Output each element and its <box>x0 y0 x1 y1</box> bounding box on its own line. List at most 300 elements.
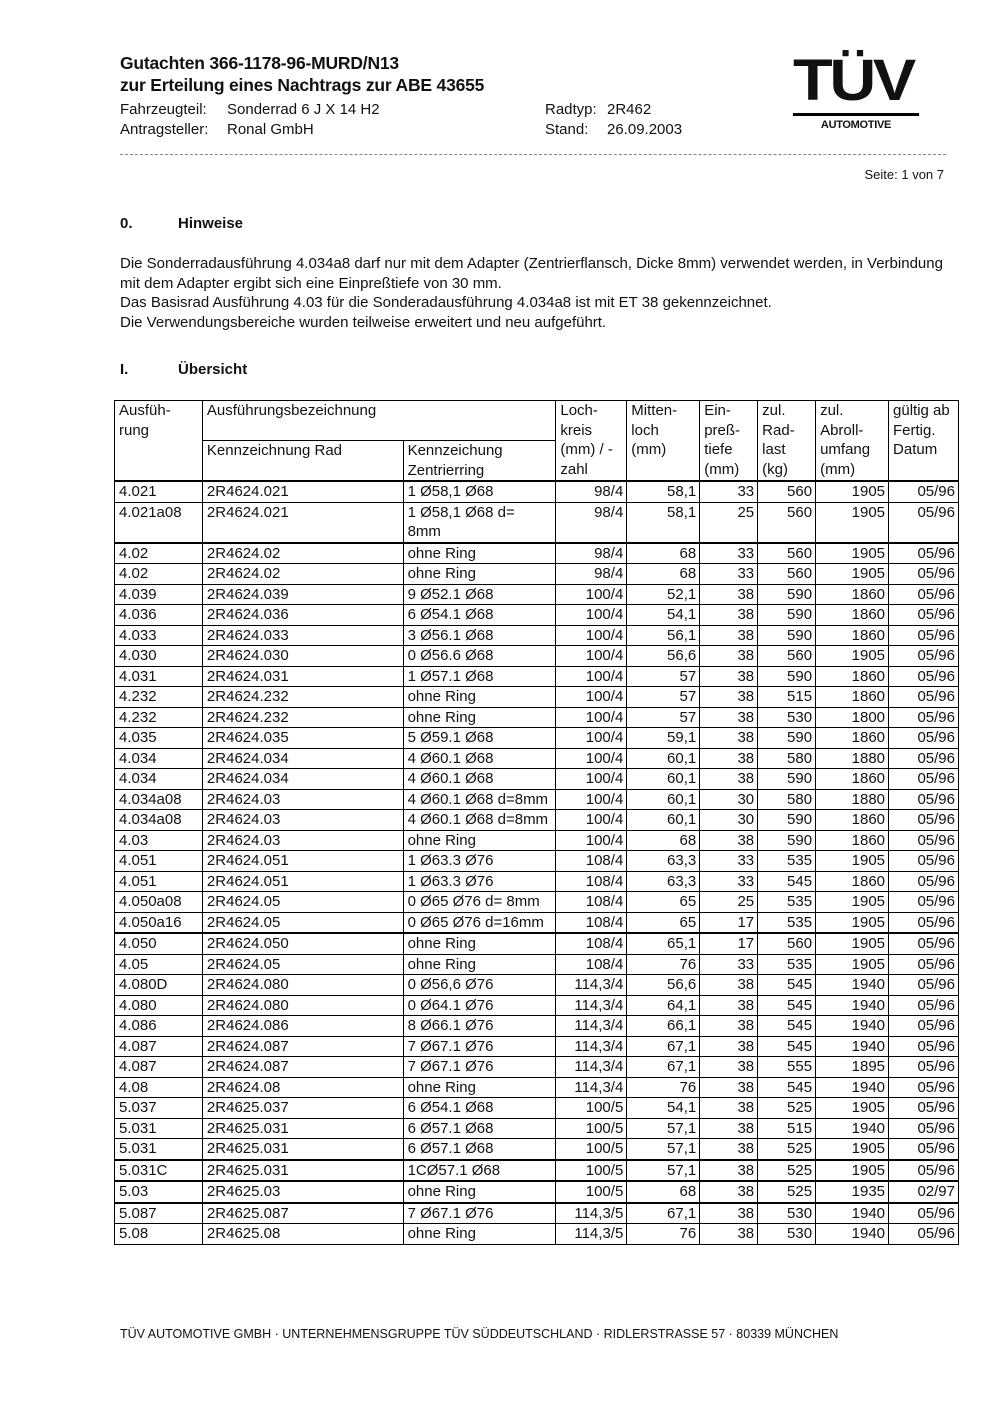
cell-lochkreis: 100/4 <box>556 625 627 646</box>
cell-ausfuehrung: 5.08 <box>115 1224 203 1245</box>
cell-ausfuehrung: 5.031 <box>115 1139 203 1160</box>
overview-table <box>114 400 959 1245</box>
cell-kennzeichnung-rad: 2R4624.08 <box>202 1077 403 1098</box>
cell-radlast: 560 <box>758 481 816 502</box>
cell-gueltig: 05/96 <box>889 954 959 975</box>
cell-kennzeichnung-ring: ohne Ring <box>403 1181 556 1203</box>
cell-kennzeichnung-ring: 1 Ø63.3 Ø76 <box>403 871 556 892</box>
cell-ausfuehrung: 5.031 <box>115 1118 203 1139</box>
cell-einpresstiefe: 38 <box>700 584 758 605</box>
cell-abrollumfang: 1860 <box>816 871 889 892</box>
cell-kennzeichnung-ring: 6 Ø54.1 Ø68 <box>403 605 556 626</box>
cell-radlast: 560 <box>758 543 816 564</box>
cell-lochkreis: 108/4 <box>556 954 627 975</box>
cell-radlast: 530 <box>758 1203 816 1224</box>
table-row <box>115 954 959 975</box>
cell-kennzeichnung-ring: 1CØ57.1 Ø68 <box>403 1160 556 1182</box>
cell-gueltig: 05/96 <box>889 995 959 1016</box>
cell-abrollumfang: 1905 <box>816 954 889 975</box>
page-footer: TÜV AUTOMOTIVE GMBH · UNTERNEHMENSGRUPPE TÜV SÜDDEUTSCHLAND · RIDLERSTRASSE 57 · 80339 MÜNCHEN <box>120 1327 839 1341</box>
cell-mittenloch: 56,1 <box>627 625 700 646</box>
cell-kennzeichnung-rad: 2R4625.031 <box>202 1118 403 1139</box>
cell-einpresstiefe: 38 <box>700 728 758 749</box>
cell-ausfuehrung: 5.087 <box>115 1203 203 1224</box>
cell-lochkreis: 108/4 <box>556 892 627 913</box>
cell-einpresstiefe: 30 <box>700 810 758 831</box>
cell-kennzeichnung-rad: 2R4624.080 <box>202 975 403 996</box>
table-row <box>115 975 959 996</box>
cell-einpresstiefe: 33 <box>700 871 758 892</box>
cell-kennzeichnung-rad: 2R4624.087 <box>202 1057 403 1078</box>
cell-kennzeichnung-ring: ohne Ring <box>403 954 556 975</box>
cell-mittenloch: 63,3 <box>627 851 700 872</box>
cell-lochkreis: 108/4 <box>556 851 627 872</box>
table-row <box>115 1224 959 1245</box>
table-row <box>115 912 959 933</box>
cell-kennzeichnung-rad: 2R4624.030 <box>202 646 403 667</box>
cell-gueltig: 05/96 <box>889 646 959 667</box>
cell-radlast: 545 <box>758 995 816 1016</box>
cell-kennzeichnung-rad: 2R4624.232 <box>202 707 403 728</box>
cell-kennzeichnung-rad: 2R4624.035 <box>202 728 403 749</box>
cell-einpresstiefe: 38 <box>700 830 758 851</box>
cell-abrollumfang: 1860 <box>816 830 889 851</box>
cell-einpresstiefe: 33 <box>700 954 758 975</box>
table-row <box>115 995 959 1016</box>
cell-lochkreis: 98/4 <box>556 502 627 543</box>
cell-abrollumfang: 1860 <box>816 666 889 687</box>
cell-lochkreis: 100/4 <box>556 707 627 728</box>
cell-einpresstiefe: 38 <box>700 1036 758 1057</box>
cell-ausfuehrung: 4.039 <box>115 584 203 605</box>
cell-kennzeichnung-rad: 2R4625.031 <box>202 1160 403 1182</box>
cell-gueltig: 05/96 <box>889 933 959 954</box>
cell-kennzeichnung-rad: 2R4624.03 <box>202 830 403 851</box>
table-row <box>115 1036 959 1057</box>
cell-kennzeichnung-ring: ohne Ring <box>403 687 556 708</box>
cell-kennzeichnung-rad: 2R4624.086 <box>202 1016 403 1037</box>
cell-ausfuehrung: 4.232 <box>115 687 203 708</box>
cell-gueltig: 05/96 <box>889 584 959 605</box>
cell-radlast: 555 <box>758 1057 816 1078</box>
cell-kennzeichnung-rad: 2R4624.021 <box>202 502 403 543</box>
cell-gueltig: 05/96 <box>889 1077 959 1098</box>
cell-abrollumfang: 1860 <box>816 769 889 790</box>
header-kennzeichnung-ring: Kennzeichung Zentrierring <box>403 441 556 482</box>
cell-lochkreis: 100/4 <box>556 605 627 626</box>
cell-abrollumfang: 1860 <box>816 584 889 605</box>
cell-mittenloch: 56,6 <box>627 975 700 996</box>
cell-lochkreis: 108/4 <box>556 912 627 933</box>
antragsteller-value: Ronal GmbH <box>227 121 314 138</box>
cell-einpresstiefe: 38 <box>700 1181 758 1203</box>
cell-lochkreis: 100/4 <box>556 810 627 831</box>
table-row <box>115 1077 959 1098</box>
cell-gueltig: 05/96 <box>889 687 959 708</box>
cell-kennzeichnung-ring: 7 Ø67.1 Ø76 <box>403 1036 556 1057</box>
radtyp-label: Radtyp: <box>545 101 597 118</box>
cell-abrollumfang: 1940 <box>816 1077 889 1098</box>
cell-gueltig: 05/96 <box>889 912 959 933</box>
cell-ausfuehrung: 4.035 <box>115 728 203 749</box>
cell-mittenloch: 57 <box>627 707 700 728</box>
cell-radlast: 560 <box>758 646 816 667</box>
table-row <box>115 543 959 564</box>
cell-kennzeichnung-ring: 4 Ø60.1 Ø68 <box>403 769 556 790</box>
cell-gueltig: 05/96 <box>889 1160 959 1182</box>
cell-ausfuehrung: 4.034 <box>115 748 203 769</box>
cell-kennzeichnung-ring: ohne Ring <box>403 1224 556 1245</box>
cell-lochkreis: 100/4 <box>556 748 627 769</box>
cell-radlast: 525 <box>758 1139 816 1160</box>
cell-radlast: 535 <box>758 892 816 913</box>
cell-abrollumfang: 1905 <box>816 481 889 502</box>
cell-radlast: 530 <box>758 707 816 728</box>
cell-abrollumfang: 1905 <box>816 502 889 543</box>
cell-kennzeichnung-ring: 6 Ø57.1 Ø68 <box>403 1139 556 1160</box>
cell-radlast: 535 <box>758 954 816 975</box>
cell-kennzeichnung-rad: 2R4624.034 <box>202 769 403 790</box>
cell-einpresstiefe: 38 <box>700 1160 758 1182</box>
header-ausfuehrung: Ausfüh- rung <box>115 401 203 482</box>
cell-abrollumfang: 1880 <box>816 789 889 810</box>
cell-ausfuehrung: 4.051 <box>115 851 203 872</box>
header-abrollumfang: zul. Abroll- umfang (mm) <box>816 401 889 482</box>
cell-mittenloch: 58,1 <box>627 481 700 502</box>
cell-gueltig: 05/96 <box>889 1139 959 1160</box>
cell-mittenloch: 58,1 <box>627 502 700 543</box>
cell-lochkreis: 114,3/5 <box>556 1203 627 1224</box>
cell-kennzeichnung-rad: 2R4624.02 <box>202 543 403 564</box>
cell-ausfuehrung: 4.232 <box>115 707 203 728</box>
cell-kennzeichnung-ring: 6 Ø57.1 Ø68 <box>403 1118 556 1139</box>
cell-radlast: 560 <box>758 564 816 585</box>
cell-gueltig: 05/96 <box>889 748 959 769</box>
cell-kennzeichnung-ring: 0 Ø64.1 Ø76 <box>403 995 556 1016</box>
cell-einpresstiefe: 33 <box>700 851 758 872</box>
table-row <box>115 789 959 810</box>
cell-einpresstiefe: 38 <box>700 1118 758 1139</box>
cell-abrollumfang: 1895 <box>816 1057 889 1078</box>
cell-kennzeichnung-rad: 2R4625.037 <box>202 1098 403 1119</box>
cell-kennzeichnung-ring: ohne Ring <box>403 564 556 585</box>
cell-ausfuehrung: 4.02 <box>115 543 203 564</box>
header-bezeichnung: Ausführungsbezeichnung <box>202 401 555 441</box>
tuv-automotive-logo <box>793 48 921 135</box>
cell-lochkreis: 114,3/4 <box>556 975 627 996</box>
cell-einpresstiefe: 38 <box>700 769 758 790</box>
cell-radlast: 560 <box>758 933 816 954</box>
cell-gueltig: 05/96 <box>889 625 959 646</box>
table-row <box>115 564 959 585</box>
table-row <box>115 625 959 646</box>
cell-abrollumfang: 1940 <box>816 1203 889 1224</box>
cell-einpresstiefe: 30 <box>700 789 758 810</box>
cell-radlast: 580 <box>758 748 816 769</box>
cell-mittenloch: 52,1 <box>627 584 700 605</box>
page-number: Seite: 1 von 7 <box>864 167 944 182</box>
table-body <box>115 481 959 1244</box>
cell-gueltig: 05/96 <box>889 666 959 687</box>
cell-gueltig: 05/96 <box>889 1203 959 1224</box>
cell-einpresstiefe: 17 <box>700 912 758 933</box>
table-row <box>115 584 959 605</box>
cell-lochkreis: 100/4 <box>556 789 627 810</box>
table-row <box>115 769 959 790</box>
cell-abrollumfang: 1940 <box>816 995 889 1016</box>
cell-gueltig: 05/96 <box>889 851 959 872</box>
table-row <box>115 933 959 954</box>
table-row <box>115 1016 959 1037</box>
cell-einpresstiefe: 25 <box>700 502 758 543</box>
section-hinweise-heading <box>120 215 243 232</box>
cell-mittenloch: 63,3 <box>627 871 700 892</box>
cell-gueltig: 05/96 <box>889 789 959 810</box>
cell-radlast: 580 <box>758 789 816 810</box>
cell-ausfuehrung: 4.021a08 <box>115 502 203 543</box>
cell-mittenloch: 76 <box>627 954 700 975</box>
cell-kennzeichnung-ring: 3 Ø56.1 Ø68 <box>403 625 556 646</box>
cell-gueltig: 05/96 <box>889 892 959 913</box>
hinweis-line: Das Basisrad Ausführung 4.03 für die Sonderadausführung 4.034a8 ist mit ET 38 gekennzeichnet. <box>120 294 772 311</box>
table-row <box>115 830 959 851</box>
cell-ausfuehrung: 4.050 <box>115 933 203 954</box>
table-row <box>115 1139 959 1160</box>
cell-abrollumfang: 1860 <box>816 625 889 646</box>
cell-radlast: 525 <box>758 1098 816 1119</box>
cell-mittenloch: 68 <box>627 543 700 564</box>
title-line-1: Gutachten 366-1178-96-MURD/N13 <box>120 53 399 73</box>
table-row <box>115 1181 959 1203</box>
cell-lochkreis: 108/4 <box>556 933 627 954</box>
cell-lochkreis: 100/4 <box>556 728 627 749</box>
cell-kennzeichnung-ring: 4 Ø60.1 Ø68 <box>403 748 556 769</box>
cell-mittenloch: 57 <box>627 666 700 687</box>
cell-lochkreis: 114,3/4 <box>556 1016 627 1037</box>
cell-gueltig: 05/96 <box>889 871 959 892</box>
table-row <box>115 687 959 708</box>
table-row <box>115 481 959 502</box>
cell-mittenloch: 59,1 <box>627 728 700 749</box>
cell-mittenloch: 60,1 <box>627 789 700 810</box>
cell-ausfuehrung: 4.05 <box>115 954 203 975</box>
cell-einpresstiefe: 38 <box>700 995 758 1016</box>
cell-kennzeichnung-rad: 2R4625.08 <box>202 1224 403 1245</box>
cell-gueltig: 05/96 <box>889 810 959 831</box>
cell-gueltig: 05/96 <box>889 1224 959 1245</box>
cell-lochkreis: 100/5 <box>556 1181 627 1203</box>
cell-ausfuehrung: 4.034 <box>115 769 203 790</box>
cell-gueltig: 05/96 <box>889 502 959 543</box>
cell-abrollumfang: 1860 <box>816 810 889 831</box>
cell-abrollumfang: 1940 <box>816 1224 889 1245</box>
cell-ausfuehrung: 4.034a08 <box>115 789 203 810</box>
logo-sub-text: AUTOMOTIVE <box>820 119 892 131</box>
section-uebersicht-heading <box>120 361 247 378</box>
cell-kennzeichnung-rad: 2R4624.051 <box>202 871 403 892</box>
cell-einpresstiefe: 38 <box>700 1077 758 1098</box>
cell-gueltig: 05/96 <box>889 1057 959 1078</box>
cell-mittenloch: 68 <box>627 830 700 851</box>
cell-einpresstiefe: 38 <box>700 687 758 708</box>
cell-kennzeichnung-ring: 1 Ø58,1 Ø68 <box>403 481 556 502</box>
cell-radlast: 530 <box>758 1224 816 1245</box>
section-title: Hinweise <box>178 215 244 232</box>
cell-lochkreis: 114,3/5 <box>556 1224 627 1245</box>
cell-einpresstiefe: 33 <box>700 564 758 585</box>
cell-mittenloch: 60,1 <box>627 769 700 790</box>
cell-kennzeichnung-ring: 0 Ø65 Ø76 d=16mm <box>403 912 556 933</box>
cell-einpresstiefe: 38 <box>700 605 758 626</box>
header-radlast: zul. Rad- last (kg) <box>758 401 816 482</box>
cell-lochkreis: 114,3/4 <box>556 995 627 1016</box>
cell-einpresstiefe: 33 <box>700 481 758 502</box>
cell-abrollumfang: 1905 <box>816 1098 889 1119</box>
cell-radlast: 515 <box>758 687 816 708</box>
cell-lochkreis: 100/5 <box>556 1098 627 1119</box>
cell-kennzeichnung-rad: 2R4625.087 <box>202 1203 403 1224</box>
cell-radlast: 535 <box>758 912 816 933</box>
cell-ausfuehrung: 4.031 <box>115 666 203 687</box>
table-row <box>115 1098 959 1119</box>
cell-abrollumfang: 1935 <box>816 1181 889 1203</box>
cell-kennzeichnung-ring: 1 Ø63.3 Ø76 <box>403 851 556 872</box>
cell-kennzeichnung-ring: 0 Ø65 Ø76 d= 8mm <box>403 892 556 913</box>
cell-radlast: 535 <box>758 851 816 872</box>
cell-gueltig: 05/96 <box>889 564 959 585</box>
cell-einpresstiefe: 38 <box>700 975 758 996</box>
cell-kennzeichnung-rad: 2R4624.05 <box>202 892 403 913</box>
cell-kennzeichnung-ring: 6 Ø54.1 Ø68 <box>403 1098 556 1119</box>
cell-radlast: 590 <box>758 584 816 605</box>
cell-gueltig: 05/96 <box>889 1016 959 1037</box>
cell-mittenloch: 66,1 <box>627 1016 700 1037</box>
cell-radlast: 590 <box>758 625 816 646</box>
cell-mittenloch: 57,1 <box>627 1160 700 1182</box>
cell-kennzeichnung-rad: 2R4624.03 <box>202 810 403 831</box>
table-row <box>115 707 959 728</box>
cell-kennzeichnung-rad: 2R4624.232 <box>202 687 403 708</box>
cell-mittenloch: 57,1 <box>627 1139 700 1160</box>
cell-ausfuehrung: 4.080 <box>115 995 203 1016</box>
cell-mittenloch: 76 <box>627 1077 700 1098</box>
table-row <box>115 666 959 687</box>
cell-einpresstiefe: 38 <box>700 1016 758 1037</box>
cell-lochkreis: 98/4 <box>556 481 627 502</box>
cell-kennzeichnung-ring: ohne Ring <box>403 830 556 851</box>
cell-radlast: 590 <box>758 769 816 790</box>
cell-gueltig: 05/96 <box>889 707 959 728</box>
cell-kennzeichnung-ring: 1 Ø57.1 Ø68 <box>403 666 556 687</box>
cell-abrollumfang: 1940 <box>816 1036 889 1057</box>
cell-mittenloch: 60,1 <box>627 748 700 769</box>
cell-einpresstiefe: 38 <box>700 646 758 667</box>
cell-lochkreis: 114,3/4 <box>556 1036 627 1057</box>
cell-radlast: 590 <box>758 830 816 851</box>
cell-einpresstiefe: 38 <box>700 1203 758 1224</box>
cell-gueltig: 05/96 <box>889 1098 959 1119</box>
table-row <box>115 810 959 831</box>
cell-radlast: 590 <box>758 666 816 687</box>
table-row <box>115 851 959 872</box>
header-divider <box>120 154 946 155</box>
cell-radlast: 545 <box>758 871 816 892</box>
cell-kennzeichnung-rad: 2R4624.05 <box>202 954 403 975</box>
header-mittenloch: Mitten- loch (mm) <box>627 401 700 482</box>
table-row <box>115 728 959 749</box>
cell-lochkreis: 98/4 <box>556 564 627 585</box>
cell-radlast: 560 <box>758 502 816 543</box>
cell-abrollumfang: 1860 <box>816 605 889 626</box>
cell-lochkreis: 100/4 <box>556 646 627 667</box>
cell-gueltig: 02/97 <box>889 1181 959 1203</box>
cell-mittenloch: 76 <box>627 1224 700 1245</box>
cell-ausfuehrung: 4.034a08 <box>115 810 203 831</box>
cell-mittenloch: 60,1 <box>627 810 700 831</box>
cell-abrollumfang: 1905 <box>816 912 889 933</box>
cell-kennzeichnung-ring: ohne Ring <box>403 707 556 728</box>
cell-abrollumfang: 1940 <box>816 1118 889 1139</box>
cell-abrollumfang: 1905 <box>816 646 889 667</box>
cell-gueltig: 05/96 <box>889 769 959 790</box>
cell-mittenloch: 68 <box>627 1181 700 1203</box>
cell-ausfuehrung: 4.02 <box>115 564 203 585</box>
cell-ausfuehrung: 4.021 <box>115 481 203 502</box>
cell-kennzeichnung-rad: 2R4624.087 <box>202 1036 403 1057</box>
cell-ausfuehrung: 4.050a08 <box>115 892 203 913</box>
logo-main-text: TÜV <box>793 48 913 113</box>
cell-kennzeichnung-rad: 2R4624.033 <box>202 625 403 646</box>
logo-bar <box>793 113 919 116</box>
cell-radlast: 545 <box>758 1077 816 1098</box>
table-row <box>115 892 959 913</box>
cell-kennzeichnung-rad: 2R4625.031 <box>202 1139 403 1160</box>
cell-ausfuehrung: 4.030 <box>115 646 203 667</box>
cell-lochkreis: 114,3/4 <box>556 1057 627 1078</box>
header-einpresstiefe: Ein- preß- tiefe (mm) <box>700 401 758 482</box>
fahrzeugteil-label: Fahrzeugteil: <box>120 101 207 118</box>
stand-value: 26.09.2003 <box>607 121 683 138</box>
antragsteller-label: Antragsteller: <box>120 121 209 138</box>
cell-einpresstiefe: 38 <box>700 1139 758 1160</box>
cell-einpresstiefe: 33 <box>700 543 758 564</box>
cell-lochkreis: 100/4 <box>556 666 627 687</box>
cell-gueltig: 05/96 <box>889 543 959 564</box>
table-row <box>115 1203 959 1224</box>
cell-mittenloch: 54,1 <box>627 1098 700 1119</box>
table-row <box>115 1057 959 1078</box>
cell-lochkreis: 100/4 <box>556 584 627 605</box>
cell-lochkreis: 108/4 <box>556 871 627 892</box>
cell-kennzeichnung-ring: 5 Ø59.1 Ø68 <box>403 728 556 749</box>
cell-radlast: 515 <box>758 1118 816 1139</box>
cell-ausfuehrung: 4.051 <box>115 871 203 892</box>
cell-abrollumfang: 1905 <box>816 1139 889 1160</box>
cell-kennzeichnung-ring: 8 Ø66.1 Ø76 <box>403 1016 556 1037</box>
cell-kennzeichnung-rad: 2R4624.080 <box>202 995 403 1016</box>
cell-ausfuehrung: 4.087 <box>115 1057 203 1078</box>
cell-kennzeichnung-ring: 0 Ø56,6 Ø76 <box>403 975 556 996</box>
cell-radlast: 545 <box>758 975 816 996</box>
cell-ausfuehrung: 5.031C <box>115 1160 203 1182</box>
cell-mittenloch: 54,1 <box>627 605 700 626</box>
cell-gueltig: 05/96 <box>889 605 959 626</box>
table-row <box>115 1118 959 1139</box>
cell-kennzeichnung-rad: 2R4624.039 <box>202 584 403 605</box>
cell-gueltig: 05/96 <box>889 481 959 502</box>
cell-lochkreis: 100/4 <box>556 830 627 851</box>
cell-kennzeichnung-rad: 2R4624.050 <box>202 933 403 954</box>
